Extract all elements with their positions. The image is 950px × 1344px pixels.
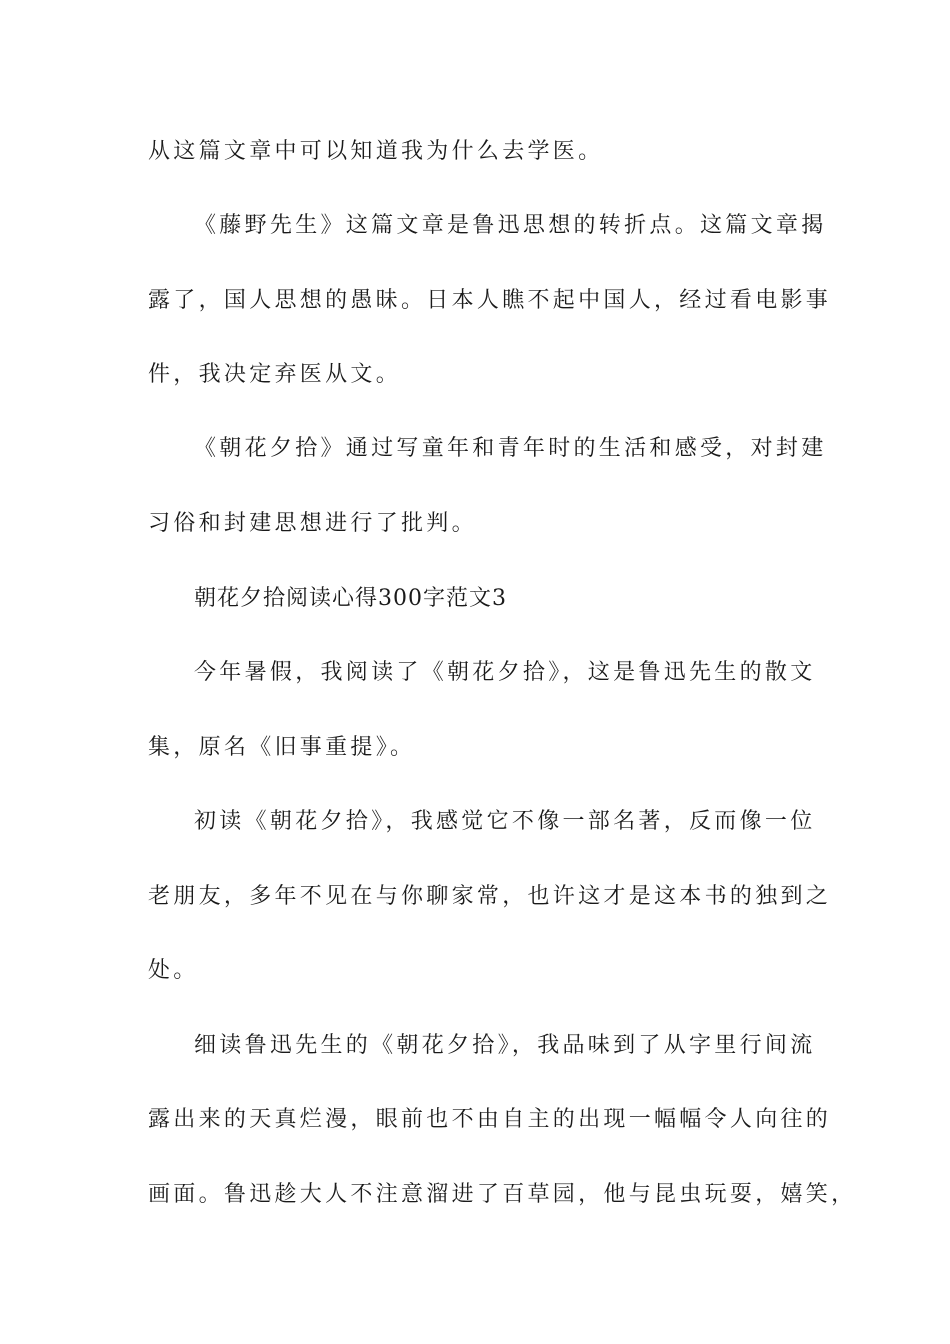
text-line: 露了，国人思想的愚昧。日本人瞧不起中国人，经过看电影事 (148, 288, 832, 313)
text-line: 细读鲁迅先生的《朝花夕拾》，我品味到了从字里行间流 (194, 1033, 816, 1058)
text-line: 老朋友，多年不见在与你聊家常，也许这才是这本书的独到之 (148, 884, 832, 909)
text-line: 集，原名《旧事重提》。 (148, 735, 416, 760)
text-line: 从这篇文章中可以知道我为什么去学医。 (148, 139, 604, 164)
text-line: 处。 (148, 958, 199, 983)
text-line: 习俗和封建思想进行了批判。 (148, 511, 477, 536)
text-line: 露出来的天真烂漫，眼前也不由自主的出现一幅幅令人向往的 (148, 1107, 832, 1132)
text-line: 今年暑假，我阅读了《朝花夕拾》，这是鲁迅先生的散文 (194, 660, 816, 685)
text-line: 《藤野先生》这篇文章是鲁迅思想的转折点。这篇文章揭 (194, 213, 827, 238)
text-line: 画面。鲁迅趁大人不注意溜进了百草园，他与昆虫玩耍，嬉笑， (148, 1182, 857, 1207)
text-line: 《朝花夕拾》通过写童年和青年时的生活和感受，对封建 (194, 436, 827, 461)
text-line: 初读《朝花夕拾》，我感觉它不像一部名著，反而像一位 (194, 809, 816, 834)
section-heading: 朝花夕拾阅读心得300字范文3 (194, 586, 507, 611)
text-line: 件，我决定弃医从文。 (148, 362, 402, 387)
